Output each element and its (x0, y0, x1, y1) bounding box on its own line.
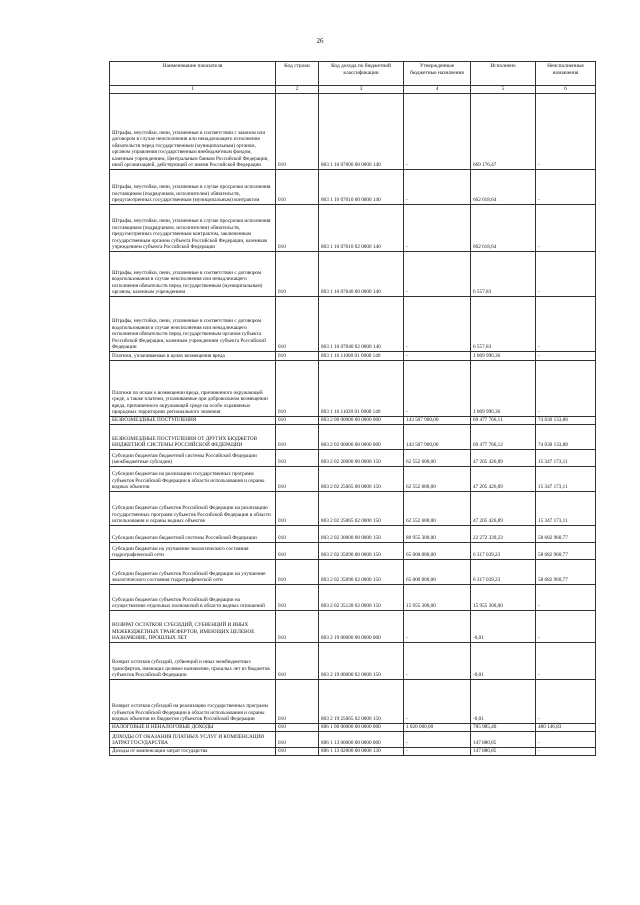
executed-cell: 1 009 996,36 (471, 351, 536, 360)
row-code-cell: 010 (276, 542, 319, 559)
row-code-cell: 010 (276, 466, 319, 491)
row-name-cell: ВОЗВРАТ ОСТАТКОВ СУБСИДИЙ, СУБВЕНЦИЙ И ИНЫХ МЕЖБЮДЖЕТНЫХ ТРАНСФЕРТОВ, ИМЕЮЩИХ ЦЕЛЕВОЕ НАЗНАЧЕНИЕ, ПРОШЛЫХ ЛЕТ (110, 610, 276, 642)
approved-cell: - (404, 204, 471, 251)
approved-cell: 62 552 600,00 (404, 466, 471, 491)
table-row (110, 351, 596, 360)
header-name: Наименование показателя (110, 62, 276, 86)
approved-cell: - (404, 169, 471, 204)
row-name-cell: Субсидии бюджетам на улучшение экологического состояния гидрографической сети (110, 542, 276, 559)
income-code-cell: 803 2 02 25065 00 0000 150 (319, 466, 404, 491)
table-row (110, 747, 596, 755)
unexecuted-cell: - (536, 610, 596, 642)
executed-cell: 47 205 426,89 (471, 491, 536, 525)
row-code-cell: 010 (276, 360, 319, 416)
income-code-cell: 803 2 19 00000 02 0000 150 (319, 642, 404, 679)
unexecuted-cell: 74 030 133,88 (536, 424, 596, 449)
header-row-code: Код строки (276, 62, 319, 86)
approved-cell: 15 955 300,00 (404, 584, 471, 610)
income-code-cell: 803 2 02 20000 00 0000 150 (319, 449, 404, 466)
row-name-cell: БЕЗВОЗМЕЗДНЫЕ ПОСТУПЛЕНИЯ ОТ ДРУГИХ БЮДЖЕТОВ БЮДЖЕТНОЙ СИСТЕМЫ РОССИЙСКОЙ ФЕДЕРАЦИИ (110, 424, 276, 449)
income-code-cell: 803 2 00 00000 00 0000 000 (319, 416, 404, 424)
column-number: 5 (471, 86, 536, 94)
row-code-cell: 010 (276, 169, 319, 204)
column-number: 3 (319, 86, 404, 94)
approved-cell: 65 000 000,00 (404, 542, 471, 559)
row-code-cell: 010 (276, 296, 319, 351)
unexecuted-cell: - (536, 360, 596, 416)
income-code-cell: 803 1 16 11000 01 0000 140 (319, 351, 404, 360)
table-row (110, 642, 596, 679)
executed-cell: 69 477 766,11 (471, 416, 536, 424)
unexecuted-cell: 74 030 133,88 (536, 416, 596, 424)
row-code-cell: 010 (276, 491, 319, 525)
approved-cell: - (404, 679, 471, 723)
approved-cell: - (404, 731, 471, 747)
executed-cell: -0,01 (471, 642, 536, 679)
income-code-cell: 803 1 16 07010 00 0000 140 (319, 169, 404, 204)
table-row (110, 424, 596, 449)
row-code-cell: 010 (276, 731, 319, 747)
table-row (110, 466, 596, 491)
income-table (109, 61, 596, 756)
executed-cell: 662 618,64 (471, 204, 536, 251)
unexecuted-cell: - (536, 679, 596, 723)
column-number: 4 (404, 86, 471, 94)
approved-cell: - (404, 610, 471, 642)
income-code-cell: 803 1 16 07000 00 0000 140 (319, 93, 404, 169)
executed-cell: 47 205 426,89 (471, 449, 536, 466)
unexecuted-cell: 58 682 960,77 (536, 525, 596, 542)
row-code-cell: 010 (276, 525, 319, 542)
unexecuted-cell: 15 347 173,11 (536, 466, 596, 491)
column-number: 2 (276, 86, 319, 94)
row-name-cell: НАЛОГОВЫЕ И НЕНАЛОГОВЫЕ ДОХОДЫ (110, 723, 276, 731)
row-code-cell: 010 (276, 424, 319, 449)
approved-cell: - (404, 642, 471, 679)
header-income-code: Код дохода по бюджетной классификации (319, 62, 404, 86)
executed-cell: 47 205 426,89 (471, 466, 536, 491)
unexecuted-cell: - (536, 584, 596, 610)
approved-cell: 1 020 000,00 (404, 723, 471, 731)
row-name-cell: Штрафы, неустойки, пени, уплаченные в соответствии с договором водопользования в случае неисполнения или ненадлежащего исполнения обязательств перед государственным (муниципальным) органом, казенным учреждением (110, 251, 276, 296)
table-row (110, 542, 596, 559)
income-code-cell: 803 1 16 07040 02 0000 140 (319, 296, 404, 351)
unexecuted-cell: - (536, 731, 596, 747)
income-code-cell: 803 1 16 07010 02 0000 140 (319, 204, 404, 251)
executed-cell: 669 176,47 (471, 93, 536, 169)
table-row (110, 559, 596, 584)
row-code-cell: 010 (276, 93, 319, 169)
executed-cell: 6 317 039,23 (471, 559, 536, 584)
unexecuted-cell: - (536, 642, 596, 679)
table-row (110, 416, 596, 424)
income-code-cell: 806 1 00 00000 00 0000 000 (319, 723, 404, 731)
executed-cell: 662 618,64 (471, 169, 536, 204)
table-row (110, 449, 596, 466)
row-code-cell: 010 (276, 642, 319, 679)
row-name-cell: Возврат остатков субсидий, субвенций и иных межбюджетных трансфертов, имеющих целевое назначение, прошлых лет из бюджетов субъектов Российской Федерации (110, 642, 276, 679)
row-code-cell: 010 (276, 416, 319, 424)
executed-cell: 69 477 766,12 (471, 424, 536, 449)
page-number: 26 (316, 37, 324, 45)
approved-cell: - (404, 747, 471, 755)
header-executed: Исполнено (471, 62, 536, 86)
table-body (110, 93, 596, 755)
income-code-cell: 803 2 02 35090 00 0000 150 (319, 542, 404, 559)
table-row (110, 723, 596, 731)
income-code-cell: 803 2 02 00000 00 0000 000 (319, 424, 404, 449)
income-code-cell: 803 2 19 00000 00 0000 000 (319, 610, 404, 642)
row-name-cell: Субсидии бюджетам субъектов Российской Федерации на осуществление отдельных полномочий в области водных отношений (110, 584, 276, 610)
income-code-cell: 803 2 02 35090 02 0000 150 (319, 559, 404, 584)
table-row (110, 584, 596, 610)
income-code-cell: 803 2 02 35128 02 0000 150 (319, 584, 404, 610)
executed-cell: 22 272 339,23 (471, 525, 536, 542)
table-row (110, 525, 596, 542)
row-code-cell: 010 (276, 559, 319, 584)
unexecuted-cell: - (536, 296, 596, 351)
approved-cell: - (404, 251, 471, 296)
row-code-cell: 010 (276, 449, 319, 466)
income-code-cell: 806 1 13 00000 00 0000 000 (319, 731, 404, 747)
row-name-cell: Штрафы, неустойки, пени, уплаченные в соответствии с договором водопользования в случае неисполнения или ненадлежащего исполнения обязательств перед государственным органом субъекта Российской Федерации, казенным учреждением субъекта Российской Федерации (110, 296, 276, 351)
row-name-cell: Платежи по искам о возмещении вреда, причиненного окружающей среде, а также платежи, уплачиваемые при добровольном возмещении вреда, причиненного окружающей среде на особо охраняемых природных территориях регионального значения (110, 360, 276, 416)
row-name-cell: Платежи, уплачиваемые в целях возмещения вреда (110, 351, 276, 360)
row-code-cell: 010 (276, 747, 319, 755)
executed-cell: 6 317 039,23 (471, 542, 536, 559)
unexecuted-cell: - (536, 747, 596, 755)
row-name-cell: Штрафы, неустойки, пени, уплаченные в случае просрочки исполнения поставщиком (подрядчиком, исполнителем) обязательств, предусмотренных государственным (муниципальным) контрактом (110, 169, 276, 204)
executed-cell: 6 557,83 (471, 296, 536, 351)
executed-cell: 6 557,83 (471, 251, 536, 296)
column-numbers-row (110, 86, 596, 94)
approved-cell: - (404, 93, 471, 169)
table-row (110, 93, 596, 169)
header-approved: Утвержденные бюджетные назначения (404, 62, 471, 86)
approved-cell: 62 552 600,00 (404, 449, 471, 466)
unexecuted-cell: 480 146,83 (536, 723, 596, 731)
unexecuted-cell: - (536, 351, 596, 360)
table-row (110, 251, 596, 296)
row-name-cell: Доходы от компенсации затрат государства (110, 747, 276, 755)
income-code-cell: 803 1 16 11020 01 0000 140 (319, 360, 404, 416)
approved-cell: - (404, 351, 471, 360)
executed-cell: 1 009 996,36 (471, 360, 536, 416)
unexecuted-cell: - (536, 93, 596, 169)
income-code-cell: 803 1 16 07040 00 0000 140 (319, 251, 404, 296)
table-row (110, 679, 596, 723)
approved-cell: - (404, 360, 471, 416)
table-row (110, 610, 596, 642)
approved-cell: 65 000 000,00 (404, 559, 471, 584)
row-name-cell: ДОХОДЫ ОТ ОКАЗАНИЯ ПЛАТНЫХ УСЛУГ И КОМПЕНСАЦИИ ЗАТРАТ ГОСУДАРСТВА (110, 731, 276, 747)
row-name-cell: Субсидии бюджетам бюджетной системы Российской Федерации (110, 525, 276, 542)
approved-cell: - (404, 296, 471, 351)
table-row (110, 204, 596, 251)
row-name-cell: Возврат остатков субсидий на реализацию государственных программ субъектов Российской Федерации в области использования и охраны водных объектов из бюджетов субъектов Российской Федерации (110, 679, 276, 723)
unexecuted-cell: - (536, 204, 596, 251)
income-code-cell: 803 2 02 25065 02 0000 150 (319, 491, 404, 525)
table-row (110, 360, 596, 416)
row-name-cell: Субсидии бюджетам на реализацию государственных программ субъектов Российской Федерации в области использования и охраны водных объектов (110, 466, 276, 491)
row-name-cell: Субсидии бюджетам субъектов Российской Федерации на реализацию государственных программ субъектов Российской Федерации в области использования и охраны водных объектов (110, 491, 276, 525)
unexecuted-cell: 58 682 960,77 (536, 542, 596, 559)
column-number: 6 (536, 86, 596, 94)
row-name-cell: Штрафы, неустойки, пени, уплаченные в соответствии с законом или договором в случае неисполнения или ненадлежащего исполнения обязательств перед государственным (муниципальным) органом, органом управления государственным внебюджетным фондом, казенным учреждением, Центральным банком Российской Федерации, иной организацией, действующей от имени Российской Федерации (110, 93, 276, 169)
table-row (110, 731, 596, 747)
row-code-cell: 010 (276, 351, 319, 360)
row-code-cell: 010 (276, 251, 319, 296)
income-code-cell: 803 2 19 25065 02 0000 150 (319, 679, 404, 723)
approved-cell: 143 507 900,00 (404, 416, 471, 424)
row-name-cell: БЕЗВОЗМЕЗДНЫЕ ПОСТУПЛЕНИЯ (110, 416, 276, 424)
executed-cell: 147 880,85 (471, 731, 536, 747)
row-name-cell: Субсидии бюджетам субъектов Российской Федерации на улучшение экологического состояния гидрографической сети (110, 559, 276, 584)
row-code-cell: 010 (276, 610, 319, 642)
row-name-cell: Субсидии бюджетам бюджетной системы Российской Федерации (межбюджетные субсидии) (110, 449, 276, 466)
executed-cell: -0,01 (471, 679, 536, 723)
unexecuted-cell: 58 682 960,77 (536, 559, 596, 584)
unexecuted-cell: 15 347 173,11 (536, 449, 596, 466)
approved-cell: 80 955 300,00 (404, 525, 471, 542)
row-code-cell: 010 (276, 723, 319, 731)
executed-cell: 15 955 300,00 (471, 584, 536, 610)
row-code-cell: 010 (276, 584, 319, 610)
approved-cell: 143 507 900,00 (404, 424, 471, 449)
table-row (110, 296, 596, 351)
income-code-cell: 806 1 13 02000 00 0000 130 (319, 747, 404, 755)
table-row (110, 169, 596, 204)
row-code-cell: 010 (276, 204, 319, 251)
unexecuted-cell: 15 347 173,11 (536, 491, 596, 525)
unexecuted-cell: - (536, 169, 596, 204)
executed-cell: -0,01 (471, 610, 536, 642)
row-code-cell: 010 (276, 679, 319, 723)
income-code-cell: 803 2 02 30000 00 0000 150 (319, 525, 404, 542)
unexecuted-cell: - (536, 251, 596, 296)
approved-cell: 62 552 600,00 (404, 491, 471, 525)
table-row (110, 491, 596, 525)
row-name-cell: Штрафы, неустойки, пени, уплаченные в случае просрочки исполнения поставщиком (подрядчиком, исполнителем) обязательств, предусмотренных государственным контрактом, заключенным государственным органом субъекта Российской Федерации, казенным учреждением субъекта Российской Федерации (110, 204, 276, 251)
executed-cell: 147 880,85 (471, 747, 536, 755)
header-unexecuted: Неисполненные назначения (536, 62, 596, 86)
executed-cell: 785 985,40 (471, 723, 536, 731)
column-number: 1 (110, 86, 276, 94)
